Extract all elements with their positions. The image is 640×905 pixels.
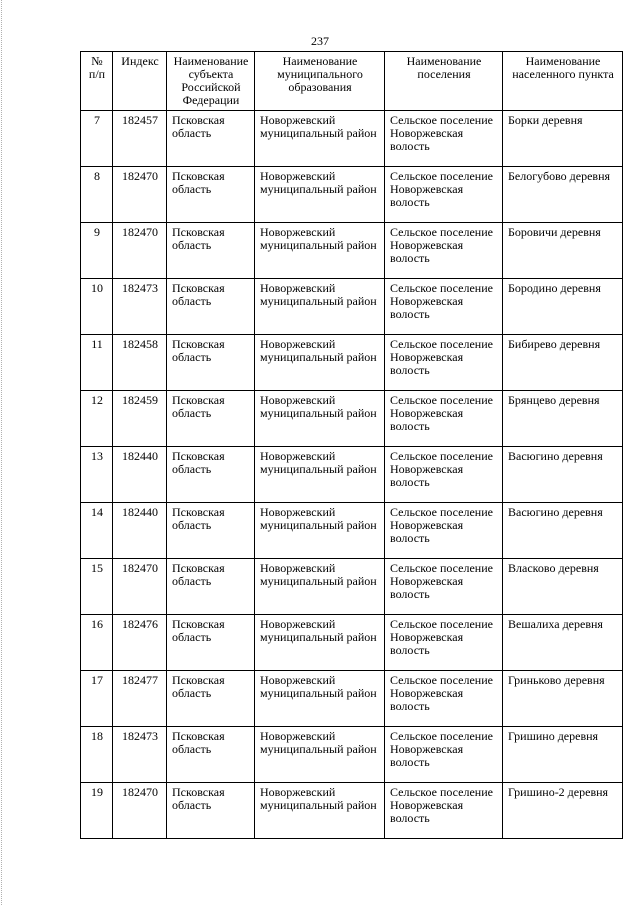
cell-settlement: Сельское поселение Новоржевская волость [385,391,503,447]
cell-locality: Гриньково деревня [503,671,623,727]
cell-subject: Псковская область [167,167,255,223]
cell-num: 18 [81,727,113,783]
cell-num: 10 [81,279,113,335]
cell-num: 9 [81,223,113,279]
cell-index: 182440 [113,503,167,559]
cell-index: 182470 [113,223,167,279]
cell-index: 182457 [113,111,167,167]
cell-settlement: Сельское поселение Новоржевская волость [385,167,503,223]
cell-settlement: Сельское поселение Новоржевская волость [385,111,503,167]
cell-num: 12 [81,391,113,447]
header-index: Индекс [113,52,167,111]
cell-index: 182473 [113,279,167,335]
cell-municipality: Новоржевский муниципальный район [255,783,385,839]
table-body [81,111,623,839]
cell-num: 11 [81,335,113,391]
cell-index: 182470 [113,559,167,615]
cell-locality: Борки деревня [503,111,623,167]
cell-subject: Псковская область [167,223,255,279]
cell-settlement: Сельское поселение Новоржевская волость [385,279,503,335]
cell-municipality: Новоржевский муниципальный район [255,559,385,615]
cell-municipality: Новоржевский муниципальный район [255,391,385,447]
cell-locality: Власково деревня [503,559,623,615]
cell-num: 16 [81,615,113,671]
settlements-table [80,51,623,839]
cell-municipality: Новоржевский муниципальный район [255,727,385,783]
table-row [81,279,623,335]
cell-settlement: Сельское поселение Новоржевская волость [385,335,503,391]
cell-subject: Псковская область [167,727,255,783]
cell-locality: Белогубово деревня [503,167,623,223]
cell-subject: Псковская область [167,335,255,391]
cell-index: 182458 [113,335,167,391]
cell-subject: Псковская область [167,391,255,447]
cell-locality: Васюгино деревня [503,447,623,503]
cell-settlement: Сельское поселение Новоржевская волость [385,447,503,503]
cell-locality: Боровичи деревня [503,223,623,279]
cell-locality: Васюгино деревня [503,503,623,559]
cell-subject: Псковская область [167,503,255,559]
cell-index: 182470 [113,167,167,223]
cell-municipality: Новоржевский муниципальный район [255,279,385,335]
cell-num: 7 [81,111,113,167]
cell-municipality: Новоржевский муниципальный район [255,167,385,223]
cell-num: 14 [81,503,113,559]
cell-subject: Псковская область [167,783,255,839]
cell-settlement: Сельское поселение Новоржевская волость [385,503,503,559]
page-number: 237 [311,34,329,48]
table-row [81,111,623,167]
table-row [81,223,623,279]
header-num: № п/п [81,52,113,111]
table-row [81,783,623,839]
cell-num: 15 [81,559,113,615]
header-municipality: Наименование муниципального образования [255,52,385,111]
cell-index: 182476 [113,615,167,671]
table-row [81,727,623,783]
cell-municipality: Новоржевский муниципальный район [255,111,385,167]
table-row [81,559,623,615]
header-subject: Наименование субъекта Российской Федерации [167,52,255,111]
cell-settlement: Сельское поселение Новоржевская волость [385,671,503,727]
table-row [81,503,623,559]
cell-subject: Псковская область [167,447,255,503]
cell-locality: Гришино деревня [503,727,623,783]
table-row [81,335,623,391]
cell-municipality: Новоржевский муниципальный район [255,223,385,279]
cell-settlement: Сельское поселение Новоржевская волость [385,223,503,279]
cell-locality: Гришино-2 деревня [503,783,623,839]
cell-municipality: Новоржевский муниципальный район [255,335,385,391]
cell-locality: Бибирево деревня [503,335,623,391]
cell-municipality: Новоржевский муниципальный район [255,671,385,727]
cell-municipality: Новоржевский муниципальный район [255,447,385,503]
scan-edge [1,0,3,905]
cell-locality: Вешалиха деревня [503,615,623,671]
table-header-row [81,52,623,111]
cell-index: 182477 [113,671,167,727]
cell-num: 19 [81,783,113,839]
cell-index: 182470 [113,783,167,839]
cell-num: 17 [81,671,113,727]
cell-index: 182440 [113,447,167,503]
cell-locality: Брянцево деревня [503,391,623,447]
cell-subject: Псковская область [167,671,255,727]
cell-locality: Бородино деревня [503,279,623,335]
cell-municipality: Новоржевский муниципальный район [255,615,385,671]
cell-subject: Псковская область [167,279,255,335]
cell-subject: Псковская область [167,615,255,671]
cell-num: 13 [81,447,113,503]
table-row [81,447,623,503]
cell-index: 182459 [113,391,167,447]
cell-subject: Псковская область [167,559,255,615]
cell-settlement: Сельское поселение Новоржевская волость [385,559,503,615]
header-settlement: Наименование поселения [385,52,503,111]
table-row [81,671,623,727]
cell-settlement: Сельское поселение Новоржевская волость [385,727,503,783]
cell-municipality: Новоржевский муниципальный район [255,503,385,559]
table-row [81,391,623,447]
table-row [81,167,623,223]
cell-settlement: Сельское поселение Новоржевская волость [385,615,503,671]
header-locality: Наименование населенного пункта [503,52,623,111]
cell-settlement: Сельское поселение Новоржевская волость [385,783,503,839]
cell-num: 8 [81,167,113,223]
table-row [81,615,623,671]
cell-subject: Псковская область [167,111,255,167]
cell-index: 182473 [113,727,167,783]
